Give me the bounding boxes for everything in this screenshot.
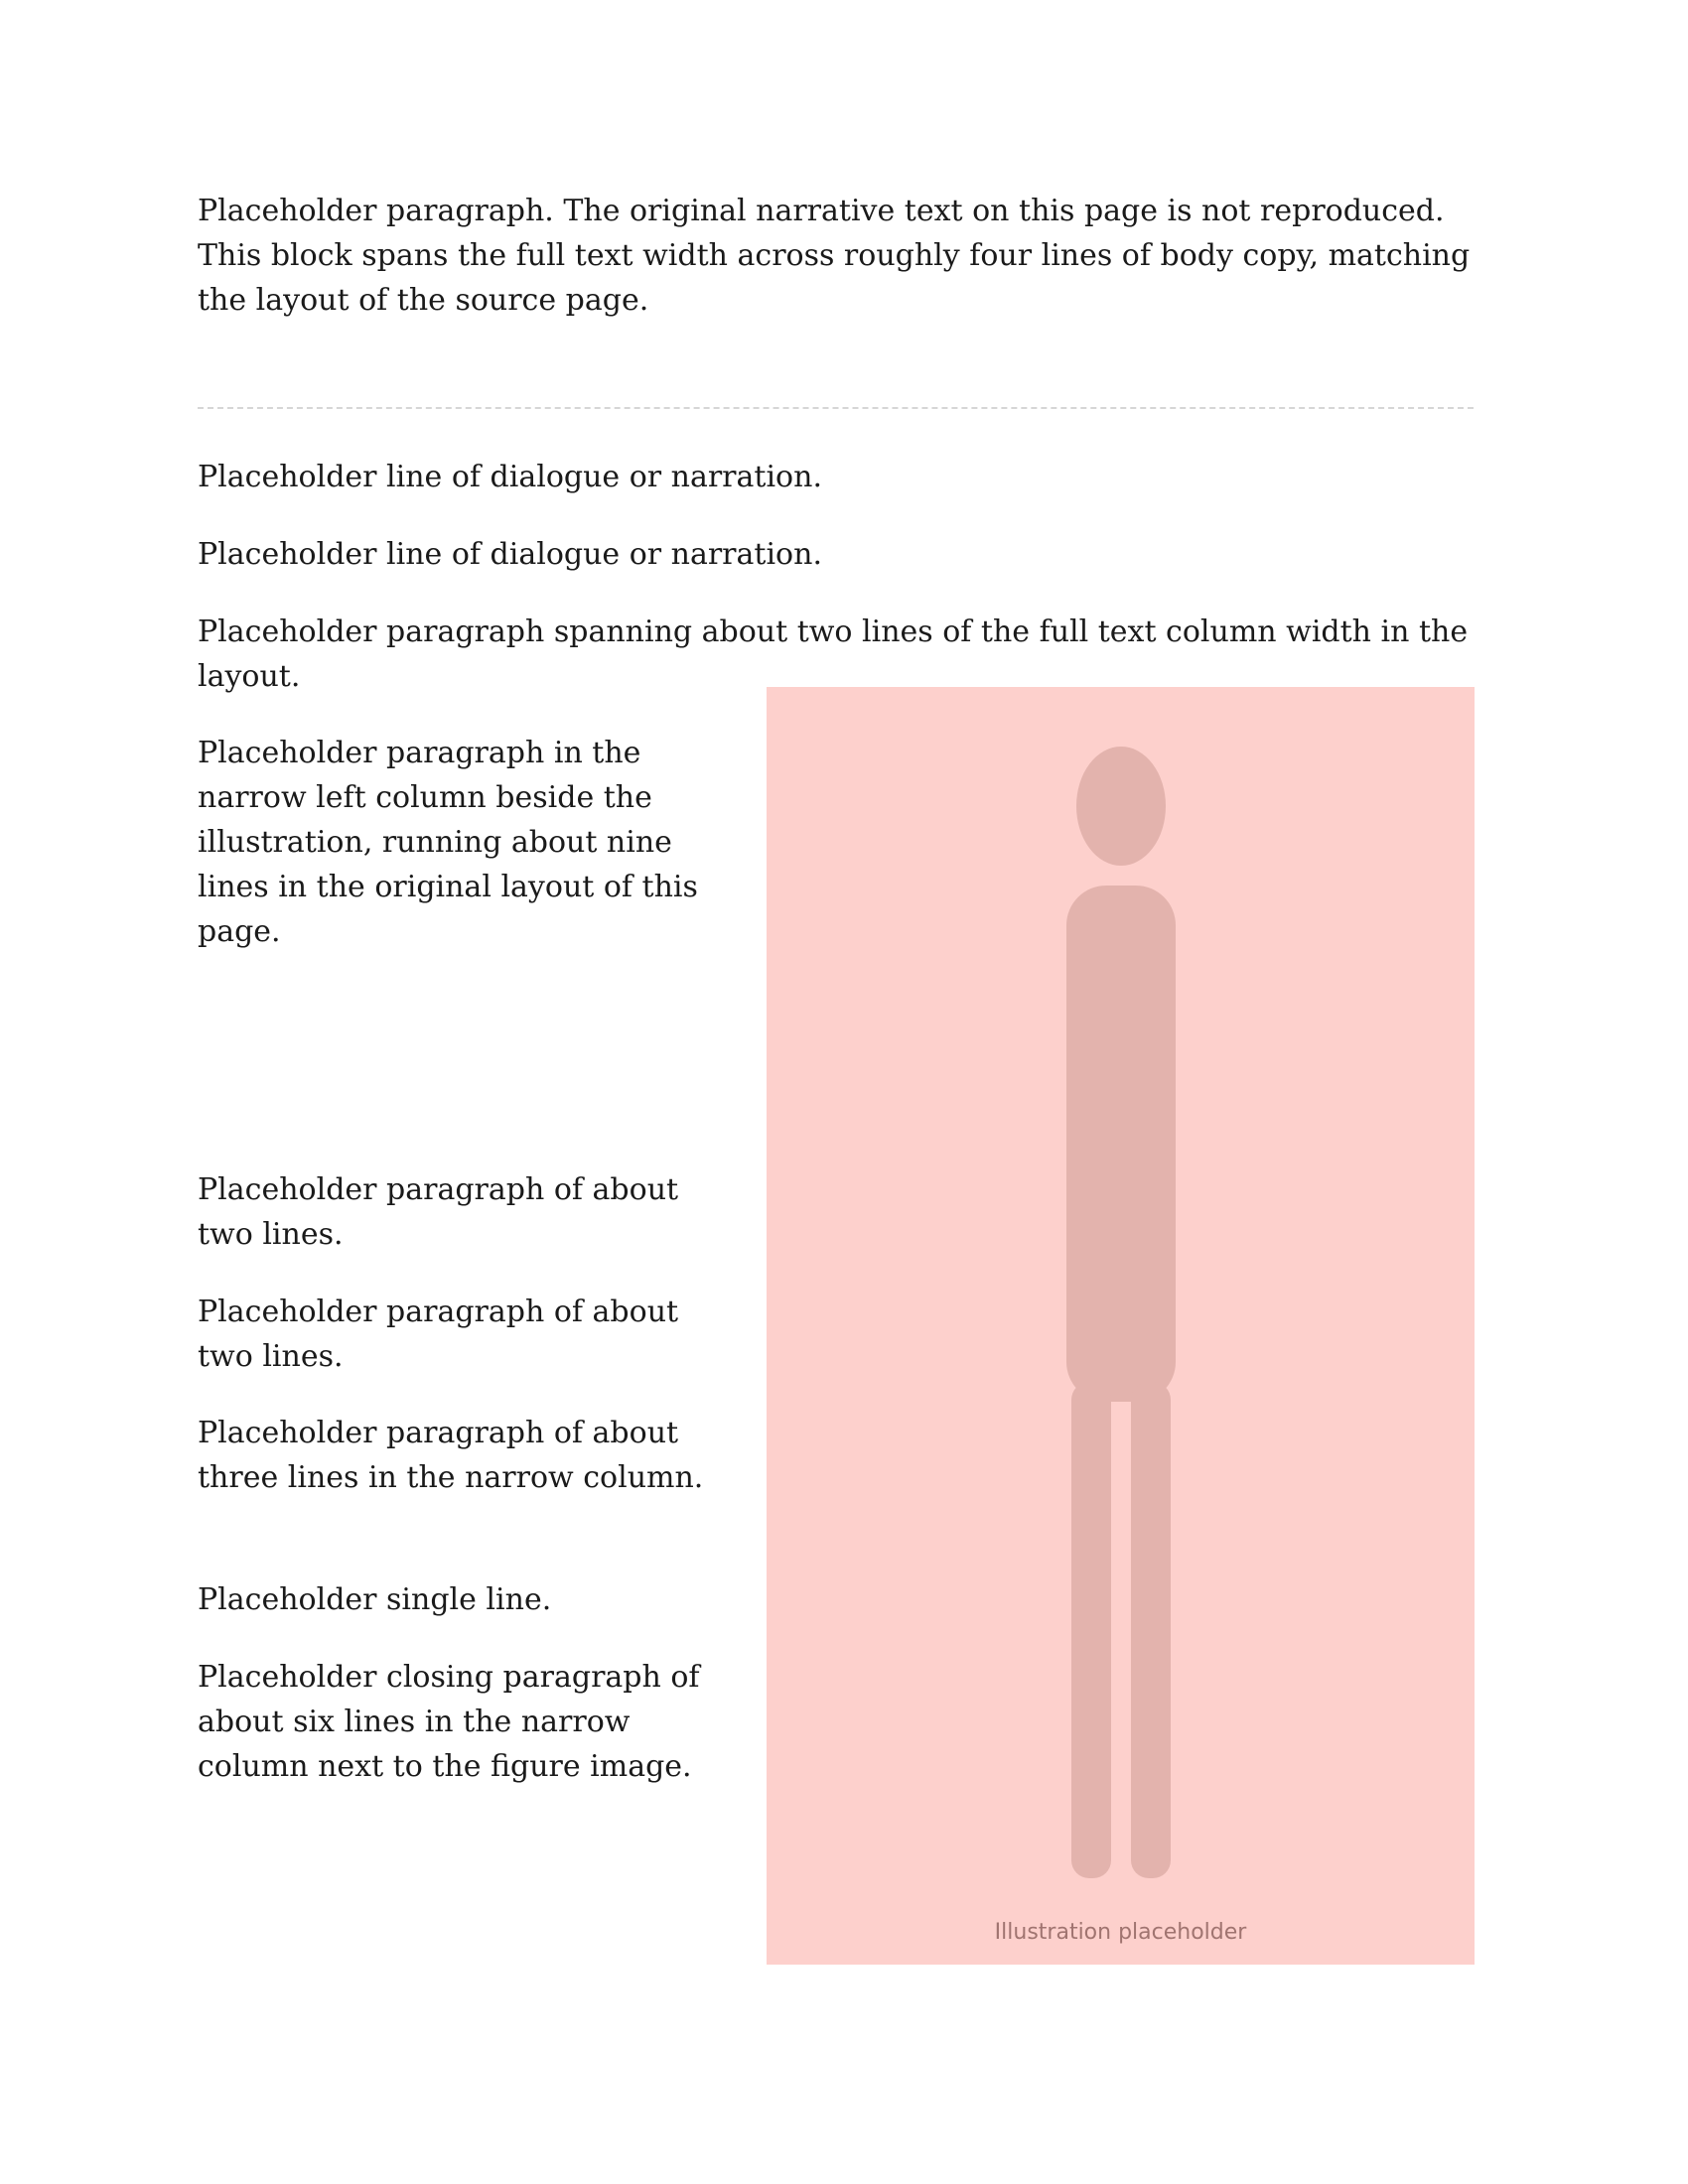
paragraph: Placeholder paragraph of about three lines in the narrow column. bbox=[198, 1416, 704, 1495]
figure-image bbox=[767, 687, 1475, 1965]
paragraph: Placeholder closing paragraph of about six lines in the narrow column next to the figure image. bbox=[198, 1660, 700, 1784]
paragraph: Placeholder paragraph of about two lines. bbox=[198, 1295, 679, 1374]
paragraph: Placeholder paragraph spanning about two lines of the full text column width in the layout. bbox=[198, 614, 1469, 694]
paragraph: Placeholder paragraph. The original narrative text on this page is not reproduced. This block spans the full text width across roughly four lines of body copy, matching the layout of the source page. bbox=[198, 194, 1471, 318]
paragraph: Placeholder paragraph in the narrow left column beside the illustration, running about nine lines in the original layout of this page. bbox=[198, 736, 698, 949]
section-divider bbox=[198, 407, 1474, 409]
paragraph: Placeholder paragraph of about two lines. bbox=[198, 1172, 679, 1252]
figure-caption: Illustration placeholder bbox=[994, 1920, 1247, 1945]
paragraph: Placeholder line of dialogue or narration. bbox=[198, 537, 822, 572]
paragraph: Placeholder line of dialogue or narration. bbox=[198, 460, 822, 494]
paragraph: Placeholder single line. bbox=[198, 1582, 552, 1617]
figure-silhouette-icon bbox=[1012, 727, 1230, 1918]
